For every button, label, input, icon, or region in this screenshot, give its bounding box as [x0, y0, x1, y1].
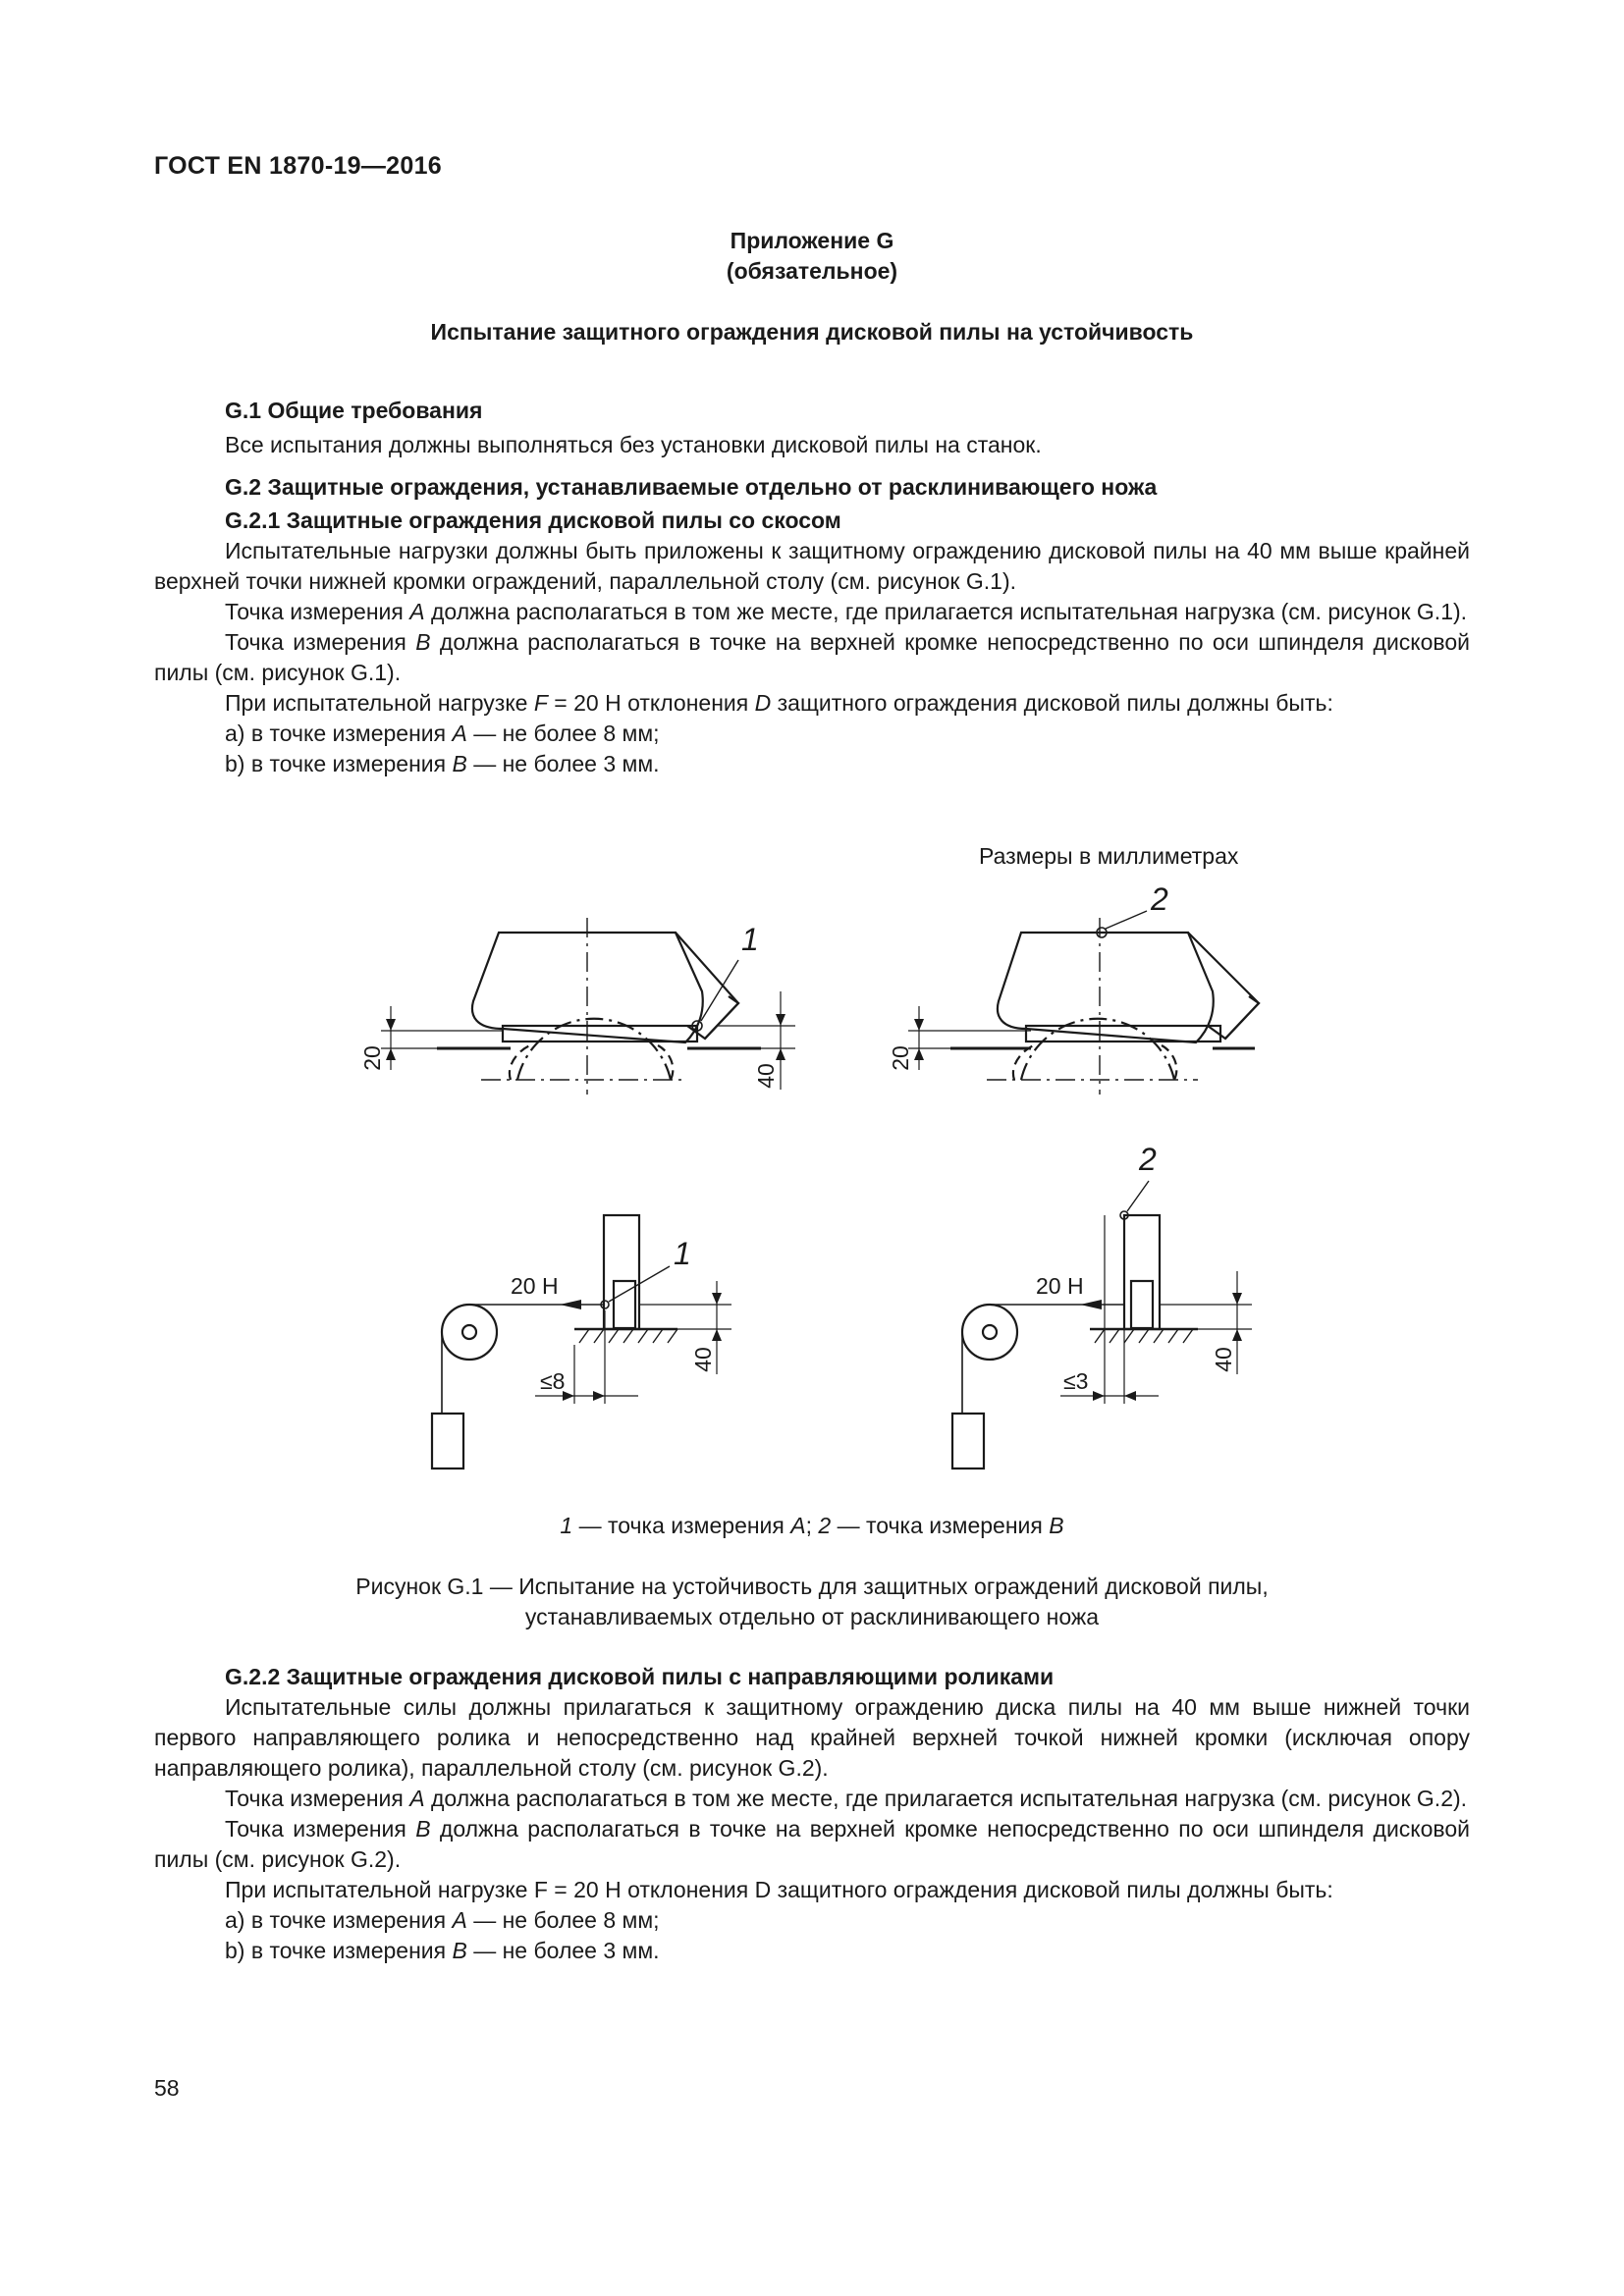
page-number: 58	[154, 2075, 180, 2101]
deflection-le3: ≤3	[1063, 1368, 1089, 1394]
dim-40-bottom-right: 40	[1211, 1347, 1236, 1372]
dim-20-right: 20	[888, 1045, 913, 1071]
dim-40-top-left: 40	[753, 1063, 779, 1089]
figure-g1-drawing	[0, 864, 1624, 1492]
g21-paragraph-4: При испытательной нагрузке F = 20 Н отклонения D защитного ограждения дисковой пилы должны быть:	[225, 690, 1333, 716]
deflection-le8: ≤8	[540, 1368, 566, 1394]
force-label-left: 20 Н	[511, 1273, 559, 1299]
annex-status: (обязательное)	[726, 258, 898, 284]
section-g1	[154, 396, 1470, 779]
g22-paragraph-3: Точка измерения B должна располагаться в точке на верхней кромке непосредственно по оси шпинделя дисковой пилы (см. рисунок G.2).	[154, 1816, 1471, 1872]
figure-caption-line-1: Рисунок G.1 — Испытание на устойчивость для защитных ограждений дисковой пилы,	[355, 1574, 1269, 1599]
annex-title: Приложение G	[730, 228, 894, 253]
dim-20-left: 20	[359, 1045, 385, 1071]
g22-paragraph-4: При испытательной нагрузке F = 20 Н отклонения D защитного ограждения дисковой пилы должны быть:	[225, 1877, 1333, 1902]
guard-view-right	[908, 911, 1259, 1095]
g22-paragraph-2: Точка измерения A должна располагаться в том же месте, где прилагается испытательная нагрузка (см. рисунок G.2).	[225, 1786, 1468, 1811]
g22-list-item-a: a) в точке измерения A — не более 8 мм;	[225, 1907, 660, 1933]
g21-paragraph-3: Точка измерения B должна располагаться в точке на верхней кромке непосредственно по оси шпинделя дисковой пилы (см. рисунок G.1).	[154, 629, 1471, 685]
g22-heading: G.2.2 Защитные ограждения дисковой пилы с направляющими роликами	[225, 1664, 1055, 1689]
dim-40-bottom-left: 40	[690, 1347, 716, 1372]
g1-text: Все испытания должны выполняться без установки дисковой пилы на станок.	[225, 432, 1042, 457]
guard-view-left	[381, 918, 795, 1095]
annex-heading: Испытание защитного ограждения дисковой пилы на устойчивость	[430, 319, 1194, 345]
figure-legend: 1 — точка измерения A; 2 — точка измерения B	[560, 1513, 1064, 1538]
callout-1-top: 1	[741, 922, 759, 957]
g22-list-item-b: b) в точке измерения B — не более 3 мм.	[225, 1938, 660, 1963]
test-rig-right	[952, 1181, 1252, 1468]
g21-paragraph-1: Испытательные нагрузки должны быть приложены к защитному ограждению дисковой пилы на 40 мм выше крайней верхней точки нижней кромки ограждений, параллельной столу (см. рисунок G.1).	[154, 538, 1470, 594]
figure-caption-line-2: устанавливаемых отдельно от расклинивающего ножа	[524, 1604, 1100, 1629]
section-g22	[154, 1662, 1470, 1966]
force-label-right: 20 Н	[1036, 1273, 1084, 1299]
callout-1-bottom: 1	[674, 1236, 691, 1271]
g2-heading: G.2 Защитные ограждения, устанавливаемые отдельно от расклинивающего ножа	[225, 474, 1158, 500]
g1-heading: G.1 Общие требования	[225, 398, 483, 423]
callout-2-bottom: 2	[1139, 1142, 1157, 1177]
g21-paragraph-2: Точка измерения A должна располагаться в том же месте, где прилагается испытательная нагрузка (см. рисунок G.1).	[225, 599, 1468, 624]
g21-list-item-b: b) в точке измерения B — не более 3 мм.	[225, 751, 660, 776]
g21-list-item-a: a) в точке измерения A — не более 8 мм;	[225, 721, 660, 746]
units-note: Размеры в миллиметрах	[979, 843, 1239, 869]
callout-2-top: 2	[1151, 881, 1168, 917]
document-header: ГОСТ EN 1870-19—2016	[154, 152, 442, 180]
g21-heading: G.2.1 Защитные ограждения дисковой пилы со скосом	[225, 507, 841, 533]
g22-paragraph-1: Испытательные силы должны прилагаться к защитному ограждению диска пилы на 40 мм выше нижней точки первого направляющего ролика и непосредственно над крайней верхней точкой нижней кромки (исключая опору направляющего ролика), параллельной столу (см. рисунок G.2).	[154, 1694, 1470, 1781]
